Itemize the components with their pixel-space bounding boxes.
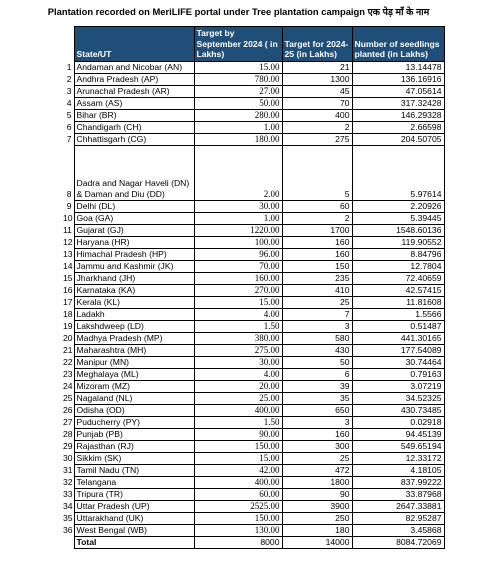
target-2024-25-value: 90 <box>282 488 352 500</box>
target-september-value: 30.00 <box>194 356 282 368</box>
state-name: Madhya Pradesh (MP) <box>74 332 194 344</box>
target-september-value: 60.00 <box>194 488 282 500</box>
row-number: 10 <box>63 212 73 223</box>
table-row <box>61 284 444 296</box>
state-name: Himachal Pradesh (HP) <box>74 248 194 260</box>
target-september-value: 15.00 <box>194 296 282 308</box>
target-2024-25-value: 430 <box>282 344 352 356</box>
target-september-value: 27.00 <box>194 85 282 97</box>
seedlings-value: 177.54089 <box>352 344 444 356</box>
table-row <box>61 428 444 440</box>
state-name: Haryana (HR) <box>74 236 194 248</box>
target-2024-25-value: 50 <box>282 356 352 368</box>
target-2024-25-value: 275 <box>282 133 352 145</box>
target-september-value: 1.00 <box>194 121 282 133</box>
row-number: 25 <box>63 392 73 403</box>
table-row <box>61 452 444 464</box>
seedlings-value: 837.99222 <box>352 476 444 488</box>
target-september-value: 130.00 <box>194 524 282 536</box>
table-row <box>61 109 444 121</box>
target-september-value: 50.00 <box>194 97 282 109</box>
seedlings-value: 12.7804 <box>352 260 444 272</box>
seedlings-value: 136.16916 <box>352 73 444 85</box>
row-number: 8 <box>66 189 72 199</box>
seedlings-value: 94.45139 <box>352 428 444 440</box>
target-2024-25-value: 180 <box>282 524 352 536</box>
state-name: Gujarat (GJ) <box>74 224 194 236</box>
target-2024-25-value: 1300 <box>282 73 352 85</box>
target-september-value: 96.00 <box>194 248 282 260</box>
row-number: 29 <box>63 440 73 451</box>
target-2024-25-value: 21 <box>282 61 352 73</box>
seedlings-value: 13.14478 <box>352 61 444 73</box>
page-title: Plantation recorded on MeriLIFE portal under Tree plantation campaign एक पेड़ माँ के नाम <box>47 6 430 17</box>
target-2024-25-value: 3 <box>282 416 352 428</box>
seedlings-value: 2647.33881 <box>352 500 444 512</box>
state-name: Meghalaya (ML) <box>74 368 194 380</box>
target-2024-25-value: 6 <box>282 368 352 380</box>
table-row <box>61 488 444 500</box>
target-september-value: 42.00 <box>194 464 282 476</box>
target-september-value: 400.00 <box>194 404 282 416</box>
target-september-value: 1.50 <box>194 320 282 332</box>
row-number: 27 <box>63 416 73 427</box>
table-row <box>61 356 444 368</box>
seedlings-value: 42.57415 <box>352 284 444 296</box>
row-number: 3 <box>66 85 72 96</box>
target-2024-25-value: 160 <box>282 236 352 248</box>
row-number: 24 <box>63 380 73 391</box>
seedlings-value: 430.73485 <box>352 404 444 416</box>
state-name: Rajasthan (RJ) <box>74 440 194 452</box>
table-row <box>61 404 444 416</box>
seedlings-value: 2.20926 <box>352 200 444 212</box>
state-name: Andaman and Nicobar (AN) <box>74 61 194 73</box>
seedlings-value: 0.02918 <box>352 416 444 428</box>
table-row <box>61 440 444 452</box>
seedlings-value: 4.18105 <box>352 464 444 476</box>
target-2024-25-value: 35 <box>282 392 352 404</box>
row-number: 20 <box>63 332 73 343</box>
state-name: Tamil Nadu (TN) <box>74 464 194 476</box>
table-row <box>61 512 444 524</box>
row-number: 28 <box>63 428 73 439</box>
target-2024-25-value: 3 <box>282 320 352 332</box>
target-september-value: 1.00 <box>194 212 282 224</box>
seedlings-value: 317.32428 <box>352 97 444 109</box>
row-number: 15 <box>63 272 73 283</box>
seedlings-value: 119.90552 <box>352 236 444 248</box>
target-2024-25-value: 235 <box>282 272 352 284</box>
state-name: Andhra Pradesh (AP) <box>74 73 194 85</box>
row-number: 34 <box>63 500 73 511</box>
total-label: Total <box>74 536 194 548</box>
header-seedlings-planted: Number of seedlings planted (in Lakhs) <box>352 27 444 62</box>
target-2024-25-value: 250 <box>282 512 352 524</box>
target-2024-25-value: 45 <box>282 85 352 97</box>
target-september-value: 2.00 <box>194 145 282 200</box>
state-name: Telangana <box>74 476 194 488</box>
state-name: Jharkhand (JH) <box>74 272 194 284</box>
state-name: Mizoram (MZ) <box>74 380 194 392</box>
state-name: Kerala (KL) <box>74 296 194 308</box>
seedlings-value: 146.29328 <box>352 109 444 121</box>
seedlings-value: 34.52325 <box>352 392 444 404</box>
target-september-value: 150.00 <box>194 440 282 452</box>
table-row <box>61 320 444 332</box>
seedlings-value: 204.50705 <box>352 133 444 145</box>
row-number: 1 <box>66 61 72 72</box>
row-number: 14 <box>63 260 73 271</box>
table-row <box>61 368 444 380</box>
target-september-value: 100.00 <box>194 236 282 248</box>
table-row <box>61 236 444 248</box>
row-number: 30 <box>63 452 73 463</box>
target-september-value: 30.00 <box>194 200 282 212</box>
table-header-row <box>61 27 444 62</box>
table-row <box>61 380 444 392</box>
target-2024-25-value: 160 <box>282 428 352 440</box>
row-number: 6 <box>66 121 72 132</box>
state-name: Odisha (OD) <box>74 404 194 416</box>
state-name: Bihar (BR) <box>74 109 194 121</box>
state-name: Uttar Pradesh (UP) <box>74 500 194 512</box>
seedlings-value: 1.5566 <box>352 308 444 320</box>
target-september-value: 20.00 <box>194 380 282 392</box>
table-row <box>61 392 444 404</box>
row-number: 33 <box>63 488 73 499</box>
plantation-table <box>61 26 445 549</box>
table-row <box>61 524 444 536</box>
target-september-value: 150.00 <box>194 512 282 524</box>
target-2024-25-value: 150 <box>282 260 352 272</box>
seedlings-value: 3.07219 <box>352 380 444 392</box>
target-september-value: 270.00 <box>194 284 282 296</box>
state-name: Tripura (TR) <box>74 488 194 500</box>
table-row <box>61 133 444 145</box>
state-name: Karnataka (KA) <box>74 284 194 296</box>
target-september-value: 90.00 <box>194 428 282 440</box>
total-target-2024-25: 14000 <box>282 536 352 548</box>
state-name: Arunachal Pradesh (AR) <box>74 85 194 97</box>
target-2024-25-value: 39 <box>282 380 352 392</box>
target-2024-25-value: 1800 <box>282 476 352 488</box>
table-row <box>61 416 444 428</box>
target-2024-25-value: 580 <box>282 332 352 344</box>
row-number: 26 <box>63 404 73 415</box>
row-number: 32 <box>63 476 73 487</box>
target-2024-25-value: 7 <box>282 308 352 320</box>
target-2024-25-value: 5 <box>282 145 352 200</box>
target-september-value: 15.00 <box>194 452 282 464</box>
target-september-value: 2525.00 <box>194 500 282 512</box>
row-number: 2 <box>66 73 72 84</box>
target-september-value: 280.00 <box>194 109 282 121</box>
target-september-value: 4.00 <box>194 308 282 320</box>
target-2024-25-value: 160 <box>282 248 352 260</box>
target-2024-25-value: 2 <box>282 121 352 133</box>
row-number: 17 <box>63 296 73 307</box>
seedlings-value: 5.39445 <box>352 212 444 224</box>
table-row <box>61 212 444 224</box>
target-september-value: 780.00 <box>194 73 282 85</box>
state-name: Maharashtra (MH) <box>74 344 194 356</box>
seedlings-value: 11.81608 <box>352 296 444 308</box>
target-2024-25-value: 400 <box>282 109 352 121</box>
total-index-spacer <box>61 536 74 548</box>
target-september-value: 1220.00 <box>194 224 282 236</box>
target-2024-25-value: 1700 <box>282 224 352 236</box>
row-number: 36 <box>63 524 73 535</box>
state-name: Nagaland (NL) <box>74 392 194 404</box>
seedlings-value: 441.30165 <box>352 332 444 344</box>
row-number: 9 <box>66 200 72 211</box>
table-row <box>61 272 444 284</box>
header-state: State/UT <box>74 27 194 62</box>
state-name: Uttarakhand (UK) <box>74 512 194 524</box>
target-2024-25-value: 60 <box>282 200 352 212</box>
row-number: 11 <box>63 224 72 235</box>
row-number: 21 <box>63 344 73 355</box>
table-row <box>61 73 444 85</box>
state-name: Chandigarh (CH) <box>74 121 194 133</box>
row-number: 19 <box>63 320 73 331</box>
row-number: 5 <box>66 109 72 120</box>
seedlings-value: 72.40659 <box>352 272 444 284</box>
state-name: Goa (GA) <box>74 212 194 224</box>
table-row <box>61 248 444 260</box>
header-target-september: Target by September 2024 ( in Lakhs) <box>194 27 282 62</box>
state-name: Manipur (MN) <box>74 356 194 368</box>
seedlings-value: 3.45868 <box>352 524 444 536</box>
target-2024-25-value: 410 <box>282 284 352 296</box>
row-number: 18 <box>63 308 73 319</box>
total-row <box>61 536 444 548</box>
target-2024-25-value: 472 <box>282 464 352 476</box>
seedlings-value: 82.95287 <box>352 512 444 524</box>
table-row <box>61 464 444 476</box>
state-name: Puducherry (PY) <box>74 416 194 428</box>
row-number: 31 <box>63 464 73 475</box>
row-number: 7 <box>66 133 72 144</box>
row-number: 4 <box>66 97 72 108</box>
target-september-value: 1.50 <box>194 416 282 428</box>
table-row <box>61 344 444 356</box>
target-september-value: 275.00 <box>194 344 282 356</box>
target-september-value: 160.00 <box>194 272 282 284</box>
state-name: Dadra and Nagar Haveli (DN) & Daman and Diu (DD) <box>74 145 194 200</box>
table-row <box>61 61 444 73</box>
state-name: Sikkim (SK) <box>74 452 194 464</box>
table-row <box>61 145 444 200</box>
seedlings-value: 549.65194 <box>352 440 444 452</box>
table-row <box>61 296 444 308</box>
seedlings-value: 30.74464 <box>352 356 444 368</box>
table-row <box>61 224 444 236</box>
row-number: 13 <box>63 248 73 259</box>
seedlings-value: 2.66598 <box>352 121 444 133</box>
state-name: Ladakh <box>74 308 194 320</box>
target-september-value: 15.00 <box>194 61 282 73</box>
state-name: Assam (AS) <box>74 97 194 109</box>
state-name: Punjab (PB) <box>74 428 194 440</box>
total-seedlings: 8084.72069 <box>352 536 444 548</box>
total-target-september: 8000 <box>194 536 282 548</box>
state-name: Chhattisgarh (CG) <box>74 133 194 145</box>
target-2024-25-value: 70 <box>282 97 352 109</box>
state-name: Delhi (DL) <box>74 200 194 212</box>
seedlings-value: 12.33172 <box>352 452 444 464</box>
seedlings-value: 47.05614 <box>352 85 444 97</box>
table-row <box>61 500 444 512</box>
target-2024-25-value: 300 <box>282 440 352 452</box>
seedlings-value: 0.79163 <box>352 368 444 380</box>
target-september-value: 180.00 <box>194 133 282 145</box>
row-number: 35 <box>63 512 73 523</box>
state-name: West Bengal (WB) <box>74 524 194 536</box>
target-2024-25-value: 25 <box>282 296 352 308</box>
seedlings-value: 1548.60136 <box>352 224 444 236</box>
row-number: 23 <box>63 368 73 379</box>
target-september-value: 25.00 <box>194 392 282 404</box>
header-target-2024-25: Target for 2024-25 (in Lakhs) <box>282 27 352 62</box>
seedlings-value: 33.87968 <box>352 488 444 500</box>
row-number: 22 <box>63 356 73 367</box>
table-body <box>61 61 444 548</box>
target-2024-25-value: 650 <box>282 404 352 416</box>
state-name: Lakshdweep (LD) <box>74 320 194 332</box>
header-index-spacer <box>61 27 74 62</box>
seedlings-value: 8.84796 <box>352 248 444 260</box>
table-row <box>61 85 444 97</box>
row-number: 12 <box>63 236 73 247</box>
target-september-value: 70.00 <box>194 260 282 272</box>
table-row <box>61 97 444 109</box>
table-row <box>61 260 444 272</box>
table-row <box>61 200 444 212</box>
target-2024-25-value: 2 <box>282 212 352 224</box>
table-row <box>61 308 444 320</box>
table-row <box>61 476 444 488</box>
target-2024-25-value: 3900 <box>282 500 352 512</box>
seedlings-value: 0.51487 <box>352 320 444 332</box>
target-september-value: 400.00 <box>194 476 282 488</box>
target-2024-25-value: 25 <box>282 452 352 464</box>
table-row <box>61 332 444 344</box>
target-september-value: 4.00 <box>194 368 282 380</box>
row-number: 16 <box>63 284 73 295</box>
state-name: Jammu and Kashmir (JK) <box>74 260 194 272</box>
target-september-value: 380.00 <box>194 332 282 344</box>
table-row <box>61 121 444 133</box>
seedlings-value: 5.97614 <box>352 145 444 200</box>
